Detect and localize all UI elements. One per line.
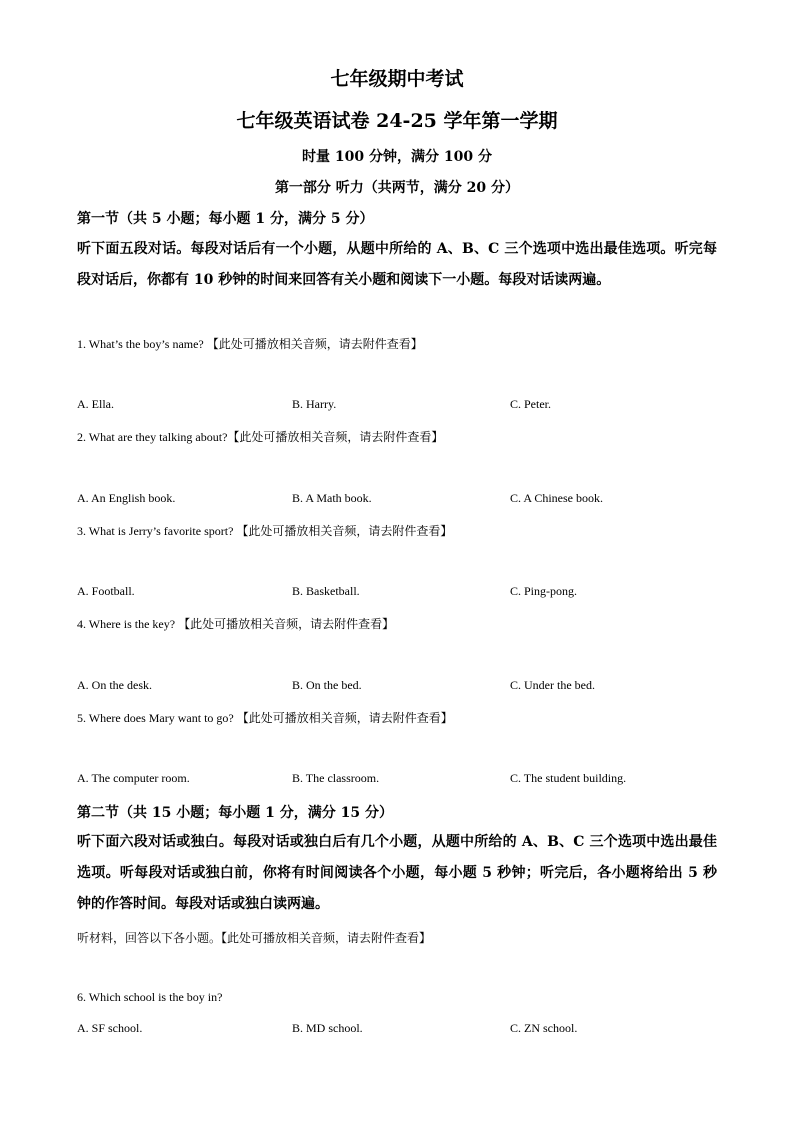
section2-heading: 第二节（共 15 小题；每小题 1 分，满分 15 分） bbox=[77, 805, 393, 821]
question-text: 5. Where does Mary want to go? bbox=[77, 711, 237, 725]
option-c[interactable]: C. Under the bed. bbox=[510, 678, 595, 692]
option-b[interactable]: B. On the bed. bbox=[292, 678, 362, 692]
part-title: 第一部分 听力（共两节，满分 20 分） bbox=[274, 180, 520, 196]
question-text: 2. What are they talking about? bbox=[77, 430, 228, 444]
option-a[interactable]: A. An English book. bbox=[77, 491, 176, 505]
question-text: 3. What is Jerry’s favorite sport? bbox=[77, 524, 237, 538]
question-text: 1. What’s the boy’s name? bbox=[77, 337, 207, 351]
audio-link[interactable]: 【此处可播放相关音频，请去附件查看】 bbox=[227, 430, 444, 444]
audio-link[interactable]: 【此处可播放相关音频，请去附件查看】 bbox=[206, 337, 423, 351]
option-a[interactable]: A. The computer room. bbox=[77, 771, 190, 785]
option-c[interactable]: C. The student building. bbox=[510, 771, 627, 785]
material-note[interactable]: 听材料，回答以下各小题。【此处可播放相关音频，请去附件查看】 bbox=[77, 931, 432, 945]
option-b[interactable]: B. The classroom. bbox=[292, 771, 380, 785]
question-2 bbox=[77, 428, 443, 445]
option-a[interactable]: A. Football. bbox=[77, 584, 135, 598]
option-c[interactable]: C. Ping-pong. bbox=[510, 584, 578, 598]
option-b[interactable]: B. A Math book. bbox=[292, 491, 372, 505]
option-c[interactable]: C. Peter. bbox=[510, 397, 551, 411]
option-c[interactable]: C. A Chinese book. bbox=[510, 491, 604, 505]
question-1 bbox=[77, 335, 423, 352]
question-5 bbox=[77, 709, 453, 726]
section1-heading: 第一节（共 5 小题；每小题 1 分，满分 5 分） bbox=[77, 211, 374, 227]
question-3 bbox=[77, 522, 452, 539]
question-text: 6. Which school is the boy in? bbox=[77, 990, 223, 1004]
question-6 bbox=[77, 990, 222, 1005]
option-b[interactable]: B. MD school. bbox=[292, 1021, 363, 1035]
exam-time-info: 时量 100 分钟，满分 100 分 bbox=[302, 149, 492, 165]
audio-link[interactable]: 【此处可播放相关音频，请去附件查看】 bbox=[178, 617, 395, 631]
option-b[interactable]: B. Harry. bbox=[292, 397, 337, 411]
audio-link[interactable]: 【此处可播放相关音频，请去附件查看】 bbox=[236, 711, 453, 725]
option-a[interactable]: A. On the desk. bbox=[77, 678, 152, 692]
exam-title: 七年级期中考试 bbox=[330, 68, 464, 90]
option-b[interactable]: B. Basketball. bbox=[292, 584, 360, 598]
question-4 bbox=[77, 615, 394, 632]
question-text: 4. Where is the key? bbox=[77, 617, 179, 631]
option-a[interactable]: A. Ella. bbox=[77, 397, 114, 411]
option-c[interactable]: C. ZN school. bbox=[510, 1021, 578, 1035]
audio-link[interactable]: 【此处可播放相关音频，请去附件查看】 bbox=[236, 524, 453, 538]
section2-instruction: 听下面六段对话或独白。每段对话或独白后有几个小题，从题中所给的 A、B、C 三个选项中选出最佳选项。听每段对话或独白前，你将有时间阅读各个小题，每小题 5 秒钟；听完后，各小题将给出 5 秒钟的作答时间。每段对话或独白读两遍。 bbox=[77, 834, 717, 912]
option-a[interactable]: A. SF school. bbox=[77, 1021, 143, 1035]
exam-subtitle: 七年级英语试卷 24-25 学年第一学期 bbox=[236, 110, 558, 132]
section1-instruction: 听下面五段对话。每段对话后有一个小题，从题中所给的 A、B、C 三个选项中选出最佳选项。听完每段对话后，你都有 10 秒钟的时间来回答有关小题和阅读下一小题。每段对话读两遍。 bbox=[77, 241, 717, 288]
